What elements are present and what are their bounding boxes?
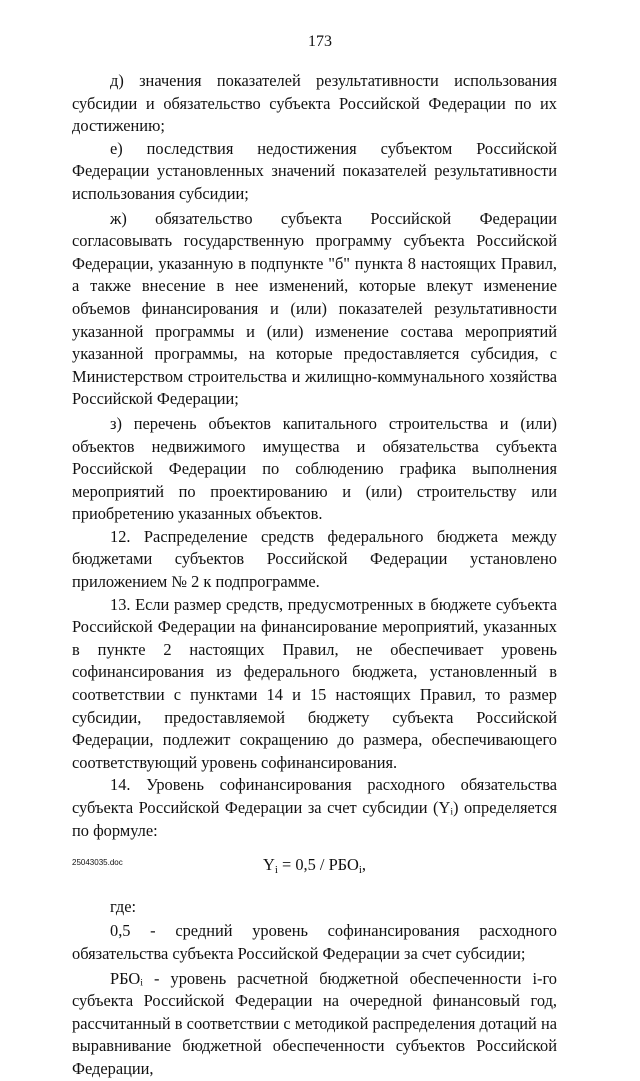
formula-tail: , xyxy=(361,855,366,875)
document-body xyxy=(72,70,557,1081)
paragraph-zh: ж) обязательство субъекта Российской Федерации согласовывать государственную программу субъекта Российской Федерации, указанную в подпункте "б" пункта 8 настоящих Правил, а также внесение в нее изменений, которые влекут изменение объемов финансирования и (или) показателей результативности указанной программы и (или) изменение состава мероприятий указанной программы, на которые предоставляется субсидия, с Министерством строительства и жилищно-коммунального хозяйства Российской Федерации; xyxy=(72,208,557,409)
formula-rhs-subscript: i xyxy=(358,864,362,877)
paragraph-12: 12. Распределение средств федерального бюджета между бюджетами субъектов Российской Федерации установлено приложением № 2 к подпрограмме. xyxy=(72,526,557,592)
paragraph-14: 14. Уровень софинансирования расходного обязательства субъекта Российской Федерации за счет субсидии (Yᵢ) определяется по формуле: xyxy=(72,775,557,840)
paragraph-z: з) перечень объектов капитального строительства и (или) объектов недвижимого имущества и обязательства субъекта Российской Федерации по соблюдению графика выполнения мероприятий по проектированию и (или) строительству или приобретению указанных объектов. xyxy=(72,413,557,524)
document-footer: 25043035.doc xyxy=(72,858,123,867)
page-number: 173 xyxy=(308,33,332,50)
paragraph-e: е) последствия недостижения субъектом Российской Федерации установленных значений показателей результативности использования субсидии; xyxy=(72,138,557,203)
formula-lhs: Y xyxy=(262,855,275,875)
formula-lhs-subscript: i xyxy=(274,864,278,877)
paragraph-rbo: РБОᵢ - уровень расчетной бюджетной обеспеченности i-го субъекта Российской Федерации на очередной финансовый год, рассчитанный в соответствии с методикой распределения дотаций на выравнивание бюджетной обеспеченности субъектов Российской Федерации, xyxy=(72,968,557,1078)
paragraph-where: где: xyxy=(110,896,137,916)
paragraph-13: 13. Если размер средств, предусмотренных в бюджете субъекта Российской Федерации на финансирование мероприятий, указанных в пункте 2 настоящих Правил, не обеспечивает уровень софинансирования из федерального бюджета, установленный в соответствии с пунктами 14 и 15 настоящих Правил, то размер субсидии, предоставляемой бюджету субъекта Российской Федерации, подлежит сокращению до размера, обеспечивающего соответствующий уровень софинансирования. xyxy=(72,594,557,772)
paragraph-d: д) значения показателей результативности использования субсидии и обязательство субъекта Российской Федерации по их достижению; xyxy=(72,71,557,136)
formula xyxy=(72,854,557,882)
formula-middle: = 0,5 / РБО xyxy=(277,855,359,875)
paragraph-coefficient: 0,5 - средний уровень софинансирования расходного обязательства субъекта Российской Федерации за счет субсидии; xyxy=(72,921,557,963)
